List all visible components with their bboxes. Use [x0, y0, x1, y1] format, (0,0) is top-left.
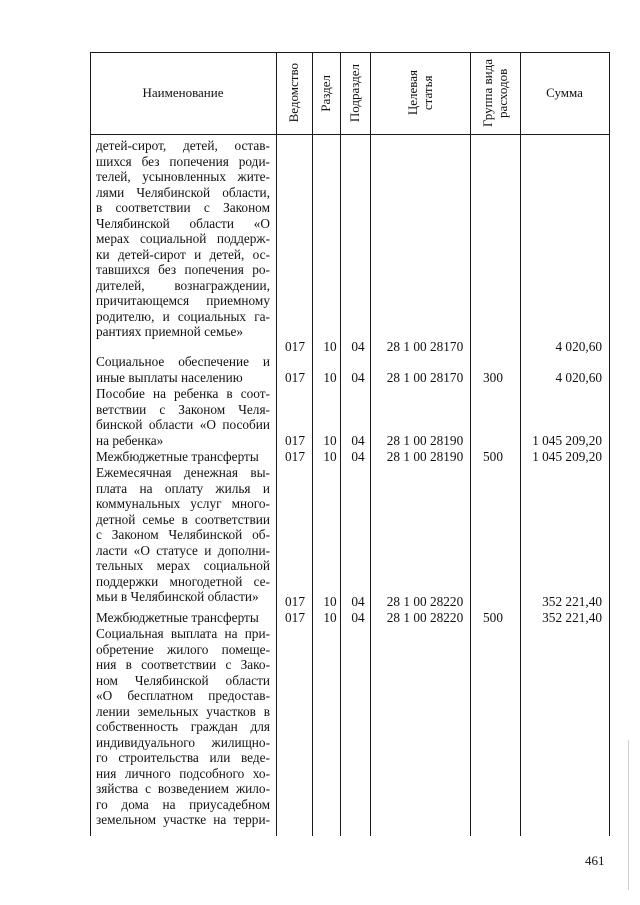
row-5-vedomstvo: 017 — [285, 594, 305, 609]
col-border-left — [90, 52, 91, 836]
header-gruppa-text: Группа вида расходов — [480, 59, 510, 127]
row-4-line: Межбюджетные трансферты — [96, 449, 259, 464]
header-celevaya-text: Целевая статья — [405, 70, 435, 116]
row-7-line: го строительства или веде- — [96, 750, 270, 765]
row-7-line: ния в соответствии с Зако- — [96, 657, 270, 672]
row-5-line: мьи в Челябинской области» — [96, 589, 259, 604]
row-5-line: коммунальных услуг много- — [96, 496, 270, 511]
row-2-name — [96, 354, 270, 385]
header-razdel — [312, 52, 340, 134]
row-2-podrazdel: 04 — [351, 370, 365, 385]
header-podrazdel — [340, 52, 370, 134]
col-border-right — [609, 52, 610, 836]
row-3-line: Пособие на ребенка в соот- — [96, 386, 270, 401]
row-2-line: иные выплаты населению — [96, 369, 243, 385]
header-name — [90, 52, 276, 134]
row-6-name — [96, 610, 270, 626]
row-5-line: с Законом Челябинской об- — [96, 527, 270, 542]
row-1-line: тавшихся без попечения ро- — [96, 262, 270, 277]
col-border-podrazdel — [370, 52, 371, 836]
row-1-summa: 4 020,60 — [555, 339, 602, 354]
row-6-celevaya: 28 1 00 28220 — [386, 610, 464, 625]
row-3-razdel: 10 — [323, 433, 337, 448]
header-bottom-border — [90, 134, 610, 135]
header-podrazdel-text: Подраздел — [347, 63, 362, 123]
row-7-line: ния личного подсобного хо- — [96, 765, 270, 781]
row-2-line: Социальное обеспечение и — [96, 354, 270, 369]
header-gruppa — [470, 52, 520, 134]
row-5-line: детной семье в соответствии — [96, 511, 270, 527]
row-2-summa: 4 020,60 — [555, 370, 602, 385]
row-6-line: Межбюджетные трансферты — [96, 610, 259, 625]
row-4-podrazdel: 04 — [351, 449, 365, 464]
row-7-line: «О бесплатном предостав- — [96, 688, 270, 703]
row-4-gruppa: 500 — [483, 449, 503, 464]
row-1-line: Челябинской области «О — [96, 215, 270, 231]
row-1-celevaya: 28 1 00 28170 — [386, 339, 464, 354]
row-1-razdel: 10 — [323, 339, 337, 354]
header-vedomstvo — [276, 52, 312, 134]
row-1-line: причитающемся приемному — [96, 293, 270, 308]
row-7-line: ном Челябинской области — [96, 672, 270, 688]
row-2-celevaya: 28 1 00 28170 — [386, 370, 464, 385]
row-7-line: индивидуального жилищно- — [96, 734, 270, 750]
row-1-vedomstvo: 017 — [285, 339, 305, 354]
row-5-celevaya: 28 1 00 28220 — [386, 594, 464, 609]
row-1-line: детей-сирот, детей, остав- — [96, 138, 270, 153]
row-5-line: Ежемесячная денежная вы- — [96, 465, 270, 480]
row-5-line: тельных мерах социальной — [96, 558, 270, 573]
header-summa — [520, 52, 609, 134]
row-1-line: в соответствии с Законом — [96, 200, 270, 215]
row-3-summa: 1 045 209,20 — [532, 433, 602, 448]
row-6-gruppa: 500 — [483, 610, 503, 625]
row-4-celevaya: 28 1 00 28190 — [386, 449, 464, 464]
row-1-line: дителей, вознаграждении, — [96, 277, 270, 293]
row-5-name — [96, 465, 270, 605]
row-1-line: телей, усыновленных жите- — [96, 169, 270, 184]
row-5-podrazdel: 04 — [351, 594, 365, 609]
row-5-razdel: 10 — [323, 594, 337, 609]
row-5-summa: 352 221,40 — [542, 594, 602, 609]
page-number: 461 — [585, 853, 605, 868]
row-6-razdel: 10 — [323, 610, 337, 625]
row-4-razdel: 10 — [323, 449, 337, 464]
row-7-name — [96, 626, 270, 828]
row-7-line: земельном участке на терри- — [96, 812, 270, 827]
row-3-line: на ребенка» — [96, 432, 164, 448]
row-1-line: лями Челябинской области, — [96, 184, 270, 200]
header-razdel-text: Раздел — [318, 74, 333, 112]
header-celevaya — [370, 52, 470, 134]
row-3-name — [96, 386, 270, 448]
row-1-line: ки детей-сирот и детей, ос- — [96, 246, 270, 262]
row-7-line: зяйства с возведением жило- — [96, 781, 270, 796]
row-3-line: ветствии с Законом Челя- — [96, 401, 270, 417]
header-summa-text: Сумма — [546, 85, 583, 100]
header-name-text: Наименование — [142, 85, 224, 100]
row-1-line: родителю, и социальных га- — [96, 308, 270, 324]
header-vedomstvo-text: Ведомство — [286, 63, 301, 123]
row-4-name — [96, 449, 270, 465]
col-border-name — [276, 52, 277, 836]
col-border-vedomstvo — [312, 52, 313, 836]
row-5-line: ласти «О статусе и дополни- — [96, 542, 270, 558]
row-7-line: собственность граждан для — [96, 719, 270, 734]
row-2-razdel: 10 — [323, 370, 337, 385]
row-1-line: мерах социальной поддерж- — [96, 231, 270, 246]
row-4-summa: 1 045 209,20 — [532, 449, 602, 464]
row-6-podrazdel: 04 — [351, 610, 365, 625]
row-1-podrazdel: 04 — [351, 339, 365, 354]
row-5-line: поддержки многодетной се- — [96, 573, 270, 589]
row-4-vedomstvo: 017 — [285, 449, 305, 464]
row-6-vedomstvo: 017 — [285, 610, 305, 625]
row-2-vedomstvo: 017 — [285, 370, 305, 385]
row-3-podrazdel: 04 — [351, 433, 365, 448]
row-6-summa: 352 221,40 — [542, 610, 602, 625]
row-1-line: шихся без попечения роди- — [96, 153, 270, 169]
row-2-gruppa: 300 — [483, 370, 503, 385]
row-7-line: Социальная выплата на при- — [96, 626, 270, 641]
row-3-line: бинской области «О пособии — [96, 417, 270, 432]
row-7-line: обретение жилого помеще- — [96, 641, 270, 657]
row-1-line: рантиях приемной семье» — [96, 324, 244, 339]
row-5-line: плата на оплату жилья и — [96, 480, 270, 496]
row-3-celevaya: 28 1 00 28190 — [386, 433, 464, 448]
scan-edge-line — [628, 740, 629, 890]
row-1-name — [96, 138, 270, 340]
row-7-line: го дома на приусадебном — [96, 796, 270, 812]
row-7-line: лении земельных участков в — [96, 703, 270, 719]
row-3-vedomstvo: 017 — [285, 433, 305, 448]
